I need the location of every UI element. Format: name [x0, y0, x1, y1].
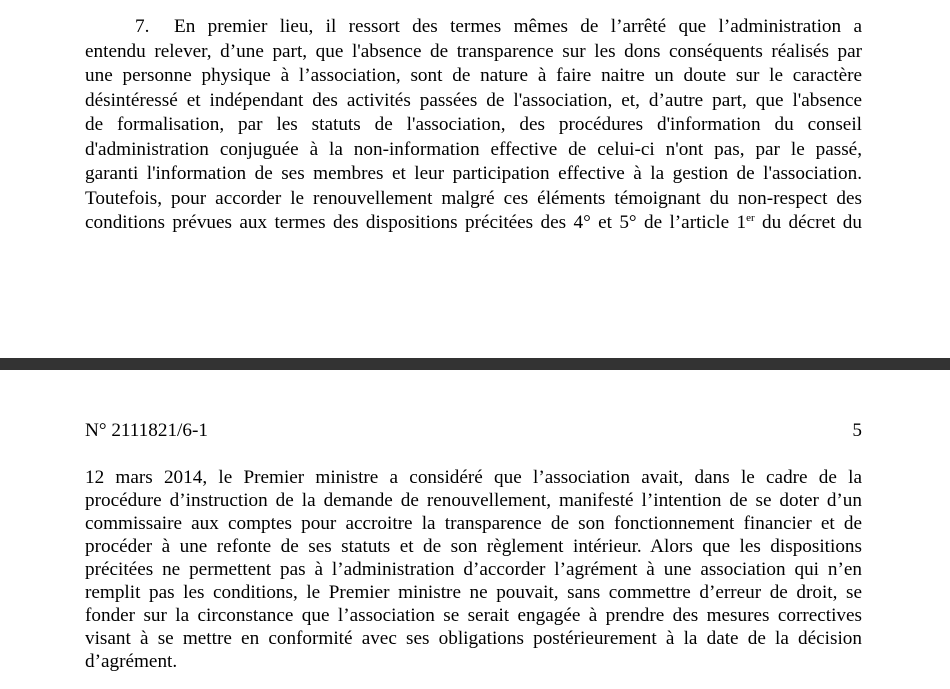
page-number: 5: [852, 420, 862, 441]
paragraph-number: 7.: [135, 16, 150, 37]
paragraph-line: 12 mars 2014, le Premier ministre a considéré que l’association avait, dans le cadre de la: [85, 467, 862, 488]
superscript: er: [746, 212, 755, 224]
paragraph-line: remplit pas les conditions, le Premier ministre ne pouvait, sans commettre d’erreur de droit, se: [85, 582, 862, 603]
paragraph-line: une personne physique à l’association, sont de nature à faire naitre un doute sur le caractère: [85, 65, 862, 86]
line-text: conditions prévues aux termes des dispositions précitées des 4° et 5° de l’article 1: [85, 212, 747, 233]
paragraph-line: Toutefois, pour accorder le renouvellement malgré ces éléments témoignant du non-respect des: [85, 187, 862, 209]
paragraph-line: entendu relever, d’une part, que l'absence de transparence sur les dons conséquents réalisés par: [85, 40, 862, 62]
paragraph-line: de formalisation, par les statuts de l'association, des procédures d'information du conseil: [85, 114, 862, 135]
paragraph-line: procédure d’instruction de la demande de renouvellement, manifesté l’intention de se doter d’un: [85, 490, 862, 511]
paragraph-line: procéder à une refonte de ses statuts et de son règlement intérieur. Alors que les dispositions: [85, 536, 862, 557]
paragraph-line: désintéressé et indépendant des activités passées de l'association, et, d’autre part, que l'absence: [85, 89, 862, 111]
case-number: N° 2111821/6-1: [85, 420, 208, 441]
paragraph-line: d’agrément.: [85, 651, 178, 672]
paragraph-line: [85, 15, 862, 39]
page-separator: [0, 358, 950, 370]
paragraph-line: visant à se mettre en conformité avec ses obligations postérieurement à la date de la décision: [85, 628, 862, 649]
line-text: du décret du: [754, 212, 862, 233]
paragraph-line: précitées ne permettent pas à l’administration d’accorder l’agrément à une association qui n’en: [85, 559, 862, 580]
document-page-5: [0, 370, 950, 689]
paragraph-line: fonder sur la circonstance que l’association se serait engagée à prendre des mesures correctives: [85, 605, 862, 626]
paragraph-line: commissaire aux comptes pour accroitre la transparence de son fonctionnement financier et de: [85, 513, 862, 534]
paragraph-line: d'administration conjuguée à la non-information effective de celui-ci n'ont pas, par le passé,: [85, 138, 862, 160]
paragraph-line: garanti l'information de ses membres et leur participation effective à la gestion de l'association.: [85, 163, 862, 184]
line-text: En premier lieu, il ressort des termes mêmes de l’arrêté que l’administration a: [174, 16, 862, 37]
paragraph-line: [85, 211, 862, 235]
